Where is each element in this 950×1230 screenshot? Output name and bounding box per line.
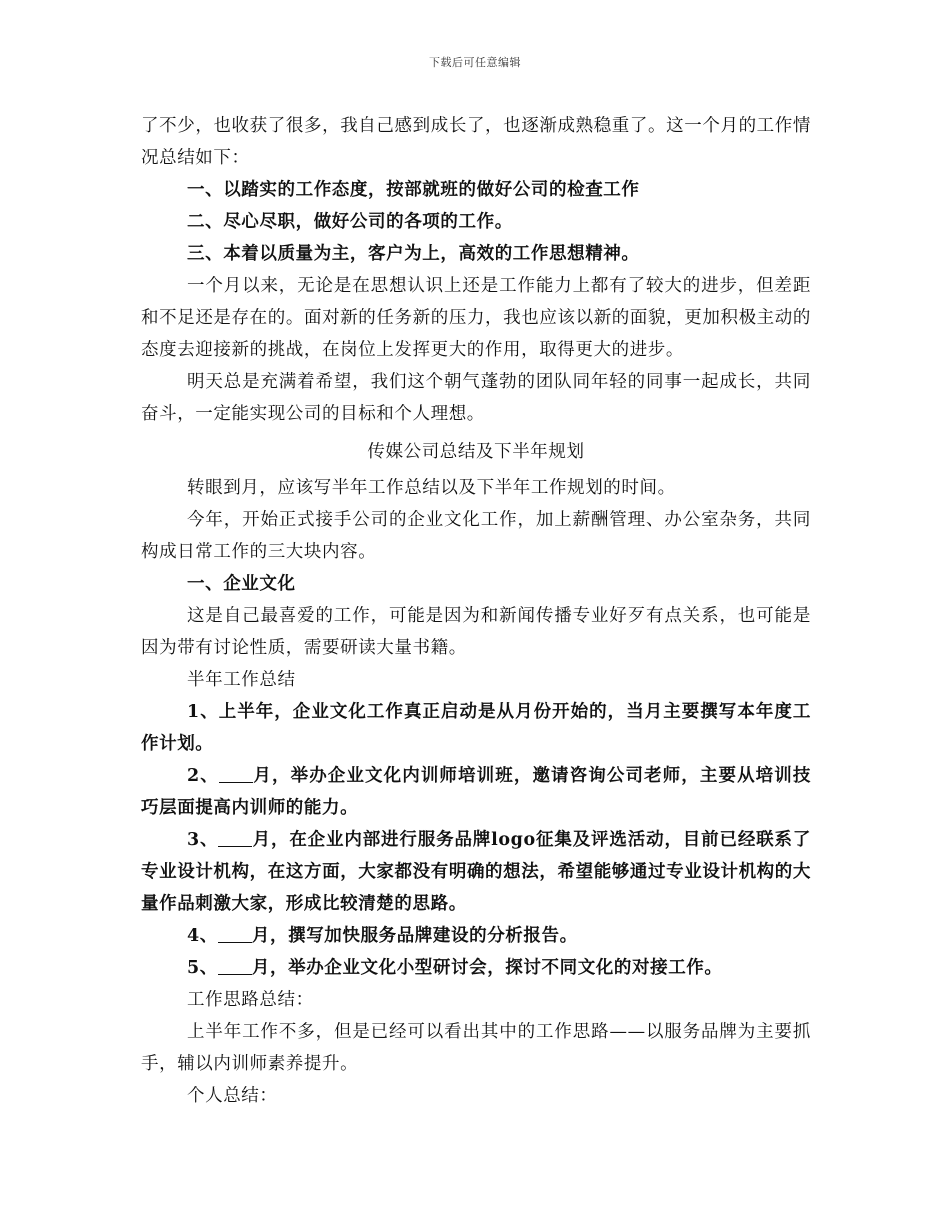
blank-line: [218, 926, 252, 943]
paragraph-work-approach: 上半年工作不多，但是已经可以看出其中的工作思路——以服务品牌为主要抓手，辅以内训师素养提升。: [141, 1022, 811, 1074]
list-item-4-text: 月，撰写加快服务品牌建设的分析报告。: [251, 926, 578, 946]
heading-item-1: 一、以踏实的工作态度，按部就班的做好公司的检查工作: [187, 180, 640, 200]
list-item-4-number: 4、: [187, 926, 218, 946]
blank-line: [219, 766, 253, 783]
paragraph-opening: 转眼到月，应该写半年工作总结以及下半年工作规划的时间。: [187, 478, 676, 498]
list-item-2-text: 月，举办企业文化内训师培训班，邀请咨询公司老师，主要从培训技巧层面提高内训师的能力。: [141, 766, 811, 818]
list-item-5-number: 5、: [187, 958, 218, 978]
document-body: [141, 110, 811, 1112]
list-item-2: [141, 760, 811, 824]
paragraph-scope: 今年，开始正式接手公司的企业文化工作，加上薪酬管理、办公室杂务，共同构成日常工作的三大块内容。: [141, 510, 811, 562]
list-item-3: [141, 824, 811, 920]
list-item-3-number: 3、: [187, 830, 219, 850]
paragraph-intro: 了不少，也收获了很多，我自己感到成长了，也逐渐成熟稳重了。这一个月的工作情况总结如下：: [141, 116, 811, 168]
list-item-1: 1、上半年，企业文化工作真正启动是从月份开始的，当月主要撰写本年度工作计划。: [141, 702, 811, 754]
heading-item-2: 二、尽心尽职，做好公司的各项的工作。: [187, 212, 513, 232]
heading-item-3: 三、本着以质量为主，客户为上，高效的工作思想精神。: [187, 244, 640, 264]
subheading-work-approach: 工作思路总结：: [187, 990, 314, 1010]
heading-corporate-culture: 一、企业文化: [187, 574, 296, 594]
list-item-2-number: 2、: [187, 766, 219, 786]
list-item-4: [141, 920, 811, 952]
paragraph-outlook: 明天总是充满着希望，我们这个朝气蓬勃的团队同年轻的同事一起成长，共同奋斗，一定能实现公司的目标和个人理想。: [141, 372, 811, 424]
paragraph-favorite-work: 这是自己最喜爱的工作，可能是因为和新闻传播专业好歹有点关系，也可能是因为带有讨论性质，需要研读大量书籍。: [141, 606, 811, 658]
list-item-5: [141, 952, 811, 984]
list-item-3-text: 月，在企业内部进行服务品牌logo征集及评选活动，目前已经联系了专业设计机构，在这方面，大家都没有明确的想法，希望能够通过专业设计机构的大量作品刺激大家，形成比较清楚的思路。: [141, 830, 811, 914]
paragraph-progress: 一个月以来，无论是在思想认识上还是工作能力上都有了较大的进步，但差距和不足还是存在的。面对新的任务新的压力，我也应该以新的面貌，更加积极主动的态度去迎接新的挑战，在岗位上发挥更大的作用，取得更大的进步。: [141, 276, 811, 360]
section-title: 传媒公司总结及下半年规划: [367, 442, 585, 462]
subheading-personal-summary: 个人总结：: [187, 1086, 278, 1106]
list-item-5-text: 月，举办企业文化小型研讨会，探讨不同文化的对接工作。: [251, 958, 723, 978]
blank-line: [218, 958, 252, 975]
page-header-note: 下载后可任意编辑: [429, 56, 521, 69]
blank-line: [218, 830, 252, 847]
subheading-half-year-summary: 半年工作总结: [187, 670, 296, 690]
